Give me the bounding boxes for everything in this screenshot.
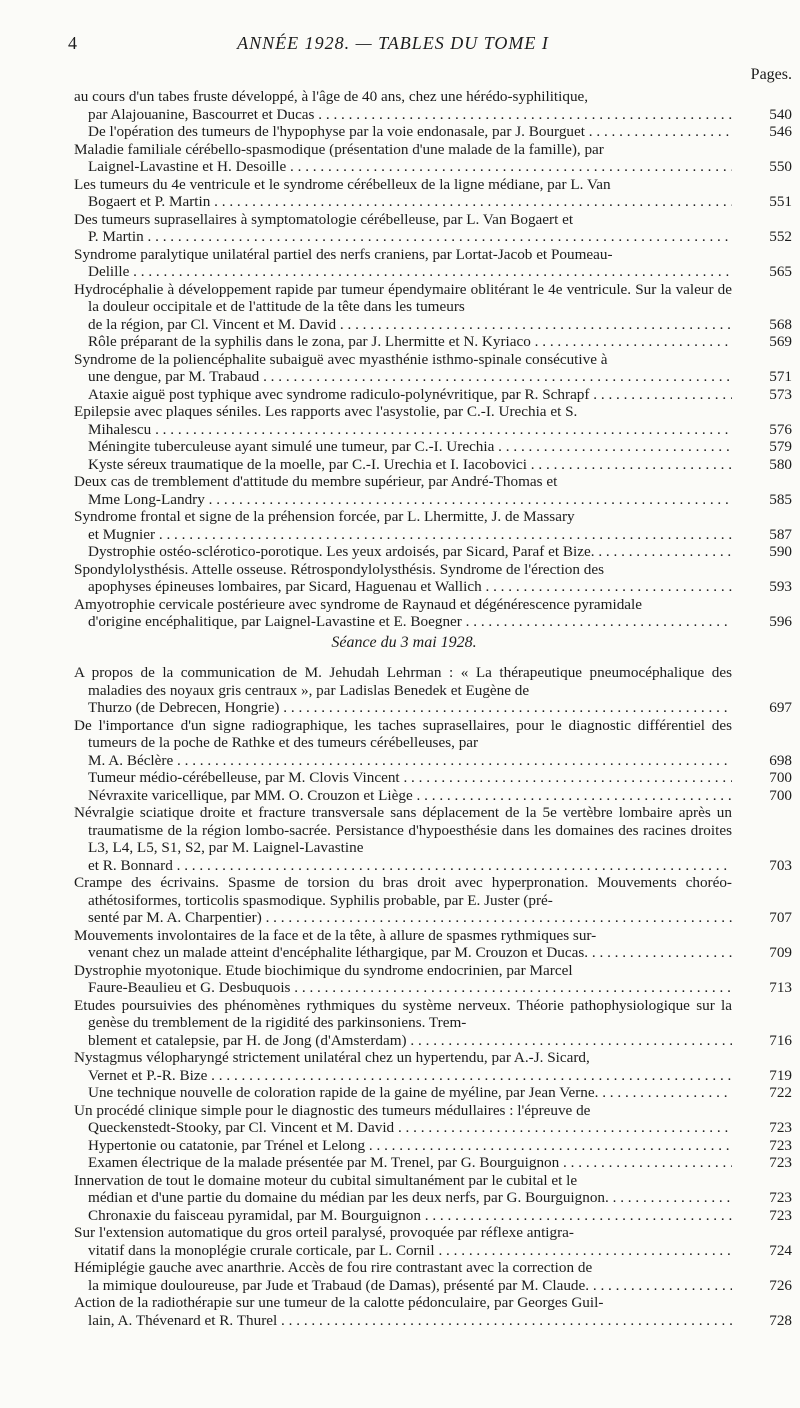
index-entry — [74, 1154, 792, 1172]
index-entry — [74, 88, 792, 123]
entry-text: Un procédé clinique simple pour le diagnostic des tumeurs médullaires : l'épreuve de — [74, 1101, 591, 1119]
entry-authors: et R. Bonnard . . . — [88, 857, 732, 875]
index-entry — [74, 333, 792, 351]
entries-list-bottom — [74, 664, 792, 1329]
entry-page-number: 700 — [769, 769, 792, 786]
entry-authors: P. Martin . . . — [88, 228, 732, 246]
entry-authors: Dystrophie ostéo-sclérotico-porotique. Les yeux ardoisés, par Sicard, Paraf et Bize. . . . — [88, 543, 732, 561]
entry-authors: lain, A. Thévenard et R. Thurel . . . — [88, 1312, 732, 1330]
entry-text: au cours d'un tabes fruste développé, à l'âge de 40 ans, chez une hérédo-syphilitique, — [74, 88, 589, 105]
entry-authors: Vernet et P.-R. Bize . . . — [88, 1067, 732, 1085]
index-entry — [74, 1172, 792, 1207]
index-entry — [74, 874, 792, 927]
index-entry — [74, 281, 792, 334]
entry-page-number: 726 — [769, 1276, 792, 1294]
entry-authors: Tumeur médio-cérébelleuse, par M. Clovis Vincent . . . — [88, 769, 732, 787]
index-entry — [74, 438, 792, 456]
entry-page-number: 568 — [769, 315, 792, 333]
entries-list-top — [74, 88, 792, 631]
entry-authors: Queckenstedt-Stooky, par Cl. Vincent et M. David . . . — [88, 1119, 732, 1137]
entry-page-number: 722 — [769, 1084, 792, 1101]
entry-authors: d'origine encéphalitique, par Laignel-Lavastine et E. Boegner . . . — [88, 613, 732, 631]
index-entry — [74, 386, 792, 404]
entry-authors: Ataxie aiguë post typhique avec syndrome radiculo-polynévritique, par R. Schrapf . . . — [88, 386, 732, 404]
entry-authors: Mihalescu . . . — [88, 421, 732, 439]
entry-authors: Thurzo (de Debrecen, Hongrie) . . . — [88, 699, 732, 717]
index-entry — [74, 1259, 792, 1294]
entry-text: Hydrocéphalie à développement rapide par tumeur épendymaire oblitérant le 4e ventricule. Sur la valeur de la douleur occipitale et de l'attitude de la tête dans les tumeurs — [74, 280, 732, 315]
entry-authors: apophyses épineuses lombaires, par Sicard, Haguenau et Wallich . . . — [88, 578, 732, 596]
entry-text: Etudes poursuivies des phénomènes rythmiques du système nerveux. Théorie pathophysiologique sur la genèse du tremblement de la rigidité des parkinsoniens. Trem- — [74, 996, 732, 1031]
index-entry — [74, 927, 792, 962]
entry-page-number: 697 — [769, 699, 792, 716]
index-entry — [74, 211, 792, 246]
entry-page-number: 579 — [769, 438, 792, 455]
index-entry — [74, 141, 792, 176]
entry-text: Action de la radiothérapie sur une tumeur de la calotte pédonculaire, par Georges Guil- — [74, 1294, 604, 1311]
entry-text: Deux cas de tremblement d'attitude du membre supérieur, par André-Thomas et — [74, 473, 558, 490]
entry-page-number: 707 — [769, 909, 792, 926]
entry-authors: Mme Long-Landry . . . — [88, 491, 732, 509]
entry-page-number: 596 — [769, 613, 792, 630]
index-entry — [74, 246, 792, 281]
entry-page-number: 576 — [769, 420, 792, 438]
entry-text: Des tumeurs suprasellaires à symptomatologie cérébelleuse, par L. Van Bogaert et — [74, 210, 574, 228]
index-entry — [74, 769, 792, 787]
entry-text: De l'importance d'un signe radiographique, les taches suprasellaires, pour le diagnostic différentiel des tumeurs de la poche de Rathke et des tumeurs cérébelleuses, par — [74, 716, 732, 751]
index-entry — [74, 717, 792, 770]
entry-authors: par Alajouanine, Bascourret et Ducas . . . — [88, 106, 732, 124]
index-entry — [74, 787, 792, 805]
entry-authors: de la région, par Cl. Vincent et M. David . . . — [88, 316, 732, 334]
entry-authors: Névraxite varicellique, par MM. O. Crouzon et Liège . . . — [88, 787, 732, 805]
pages-column-label: Pages. — [750, 66, 792, 83]
running-title: ANNÉE 1928. — TABLES DU TOME I — [237, 33, 549, 53]
entry-page-number: 723 — [769, 1206, 792, 1224]
entry-authors: une dengue, par M. Trabaud . . . — [88, 368, 732, 386]
entry-page-number: 565 — [769, 263, 792, 280]
index-entry — [74, 664, 792, 717]
entry-page-number: 569 — [769, 333, 792, 350]
entry-authors: Bogaert et P. Martin . . . — [88, 193, 732, 211]
entry-page-number: 540 — [769, 105, 792, 123]
entry-text: Crampe des écrivains. Spasme de torsion du bras droit avec hyperpronation. Mouvements choréo-athétosiformes, torticolis spasmodique. Syphilis probable, par E. Juster (pré- — [74, 874, 732, 909]
entry-page-number: 573 — [769, 385, 792, 403]
entry-page-number: 552 — [769, 228, 792, 245]
index-entry — [74, 1207, 792, 1225]
entry-text: Névralgie sciatique droite et fracture transversale sans déplacement de la 5e vertèbre lombaire après un traumatisme de la région lombo-sacrée. Persistance d'hypoesthésie dans les domaines des racines droites L3, L4, L5, S1, S2, par M. Laignel-Lavastine — [74, 804, 732, 856]
entry-text: Innervation de tout le domaine moteur du cubital simultanément par le cubital et le — [74, 1171, 578, 1189]
entry-authors: Une technique nouvelle de coloration rapide de la gaine de myéline, par Jean Verne. . . . — [88, 1084, 732, 1102]
entry-page-number: 723 — [769, 1154, 792, 1171]
entry-page-number: 587 — [769, 525, 792, 543]
index-entry — [74, 1294, 792, 1329]
entry-page-number: 550 — [769, 158, 792, 175]
entry-authors: Faure-Beaulieu et G. Desbuquois . . . — [88, 979, 732, 997]
index-entry — [74, 997, 792, 1050]
entry-page-number: 585 — [769, 490, 792, 508]
index-entry — [74, 1137, 792, 1155]
entry-page-number: 571 — [769, 368, 792, 385]
index-entry — [74, 962, 792, 997]
entry-authors: la mimique douloureuse, par Jude et Trabaud (de Damas), présenté par M. Claude. . . . — [88, 1277, 732, 1295]
entry-page-number: 716 — [769, 1031, 792, 1049]
entry-text: Mouvements involontaires de la face et de la tête, à allure de spasmes rythmiques sur- — [74, 926, 597, 944]
entry-authors: Méningite tuberculeuse ayant simulé une tumeur, par C.-I. Urechia . . . — [88, 438, 732, 456]
index-entry — [74, 1102, 792, 1137]
entry-text: Sur l'extension automatique du gros orteil paralysé, provoquée par réflexe antigra- — [74, 1224, 574, 1241]
entry-authors: Kyste séreux traumatique de la moelle, par C.-I. Urechia et I. Iacobovici . . . — [88, 456, 732, 474]
page-header — [68, 33, 800, 57]
entry-authors: Laignel-Lavastine et H. Desoille . . . — [88, 158, 732, 176]
index-entry — [74, 123, 792, 141]
entry-page-number: 719 — [769, 1066, 792, 1084]
index-entry — [74, 508, 792, 543]
index-entry — [74, 804, 792, 874]
entry-authors: venant chez un malade atteint d'encéphalite léthargique, par M. Crouzon et Ducas. . . . — [88, 944, 732, 962]
entry-page-number: 700 — [769, 786, 792, 804]
entry-authors: senté par M. A. Charpentier) . . . — [88, 909, 732, 927]
entry-authors: Chronaxie du faisceau pyramidal, par M. Bourguignon . . . — [88, 1207, 732, 1225]
entry-page-number: 724 — [769, 1241, 792, 1259]
entry-text: Syndrome frontal et signe de la préhension forcée, par L. Lhermitte, J. de Massary — [74, 508, 575, 525]
entry-text: Amyotrophie cervicale postérieure avec syndrome de Raynaud et dégénérescence pyramidale — [74, 595, 643, 613]
entry-authors: et Mugnier . . . — [88, 526, 732, 544]
index-entry — [74, 456, 792, 474]
entry-page-number: 723 — [769, 1189, 792, 1206]
entry-text: Maladie familiale cérébello-spasmodique (présentation d'une malade de la famille), par — [74, 140, 604, 158]
index-entry — [74, 176, 792, 211]
entry-page-number: 698 — [769, 751, 792, 769]
entry-text: A propos de la communication de M. Jehudah Lehrman : « La thérapeutique pneumocéphalique des maladies des noyaux gris centraux », par Ladislas Benedek et Eugène de — [74, 664, 732, 699]
entry-text: Syndrome paralytique unilatéral partiel des nerfs craniens, par Lortat-Jacob et Poumeau- — [74, 245, 613, 263]
entry-page-number: 593 — [769, 578, 792, 595]
index-entry — [74, 351, 792, 386]
page-number: 4 — [68, 33, 77, 53]
entry-text: Nystagmus vélopharyngé strictement unilatéral chez un hypertendu, par A.-J. Sicard, — [74, 1049, 590, 1066]
entry-page-number: 551 — [769, 193, 792, 210]
entry-page-number: 728 — [769, 1311, 792, 1329]
index-entry — [74, 403, 792, 438]
entry-text: Dystrophie myotonique. Etude biochimique du syndrome endocrinien, par Marcel — [74, 961, 573, 979]
entry-authors: médian et d'une partie du domaine du médian par les deux nerfs, par G. Bourguignon. . . . — [88, 1189, 732, 1207]
index-entry — [74, 1224, 792, 1259]
index-entry — [74, 1084, 792, 1102]
entry-page-number: 703 — [769, 856, 792, 874]
entry-text: Spondylolysthésis. Attelle osseuse. Rétrospondylolysthésis. Syndrome de l'érection des — [74, 560, 605, 578]
section-heading: Séance du 3 mai 1928. — [331, 634, 477, 651]
entry-authors: Hypertonie ou catatonie, par Trénel et Lelong . . . — [88, 1137, 732, 1155]
entry-authors: Delille . . . — [88, 263, 732, 281]
entry-text: Syndrome de la poliencéphalite subaiguë avec myasthénie isthmo-spinale consécutive à — [74, 350, 608, 368]
index-entry — [74, 1049, 792, 1084]
entry-page-number: 580 — [769, 455, 792, 473]
entry-text: Epilepsie avec plaques séniles. Les rapports avec l'asystolie, par C.-I. Urechia et S. — [74, 403, 578, 420]
entry-page-number: 723 — [769, 1119, 792, 1136]
entry-authors: M. A. Béclère . . . — [88, 752, 732, 770]
entry-text: Hémiplégie gauche avec anarthrie. Accès de fou rire contrastant avec la correction de — [74, 1259, 593, 1276]
entry-authors: blement et catalepsie, par H. de Jong (d'Amsterdam) . . . — [88, 1032, 732, 1050]
entry-authors: De l'opération des tumeurs de l'hypophyse par la voie endonasale, par J. Bourguet . . . — [88, 123, 732, 141]
index-entry — [74, 473, 792, 508]
entry-authors: Examen électrique de la malade présentée par M. Trenel, par G. Bourguignon . . . — [88, 1154, 732, 1172]
entry-text: Les tumeurs du 4e ventricule et le syndrome cérébelleux de la ligne médiane, par L. Van — [74, 175, 611, 193]
index-entry — [74, 561, 792, 596]
index-entry — [74, 543, 792, 561]
entry-authors: Rôle préparant de la syphilis dans le zona, par J. Lhermitte et N. Kyriaco . . . — [88, 333, 732, 351]
entry-page-number: 546 — [769, 123, 792, 140]
entry-page-number: 590 — [769, 543, 792, 560]
index-entry — [74, 596, 792, 631]
entry-page-number: 713 — [769, 979, 792, 996]
entry-page-number: 723 — [769, 1136, 792, 1154]
entry-authors: vitatif dans la monoplégie crurale corticale, par L. Cornil . . . — [88, 1242, 732, 1260]
entry-page-number: 709 — [769, 944, 792, 961]
